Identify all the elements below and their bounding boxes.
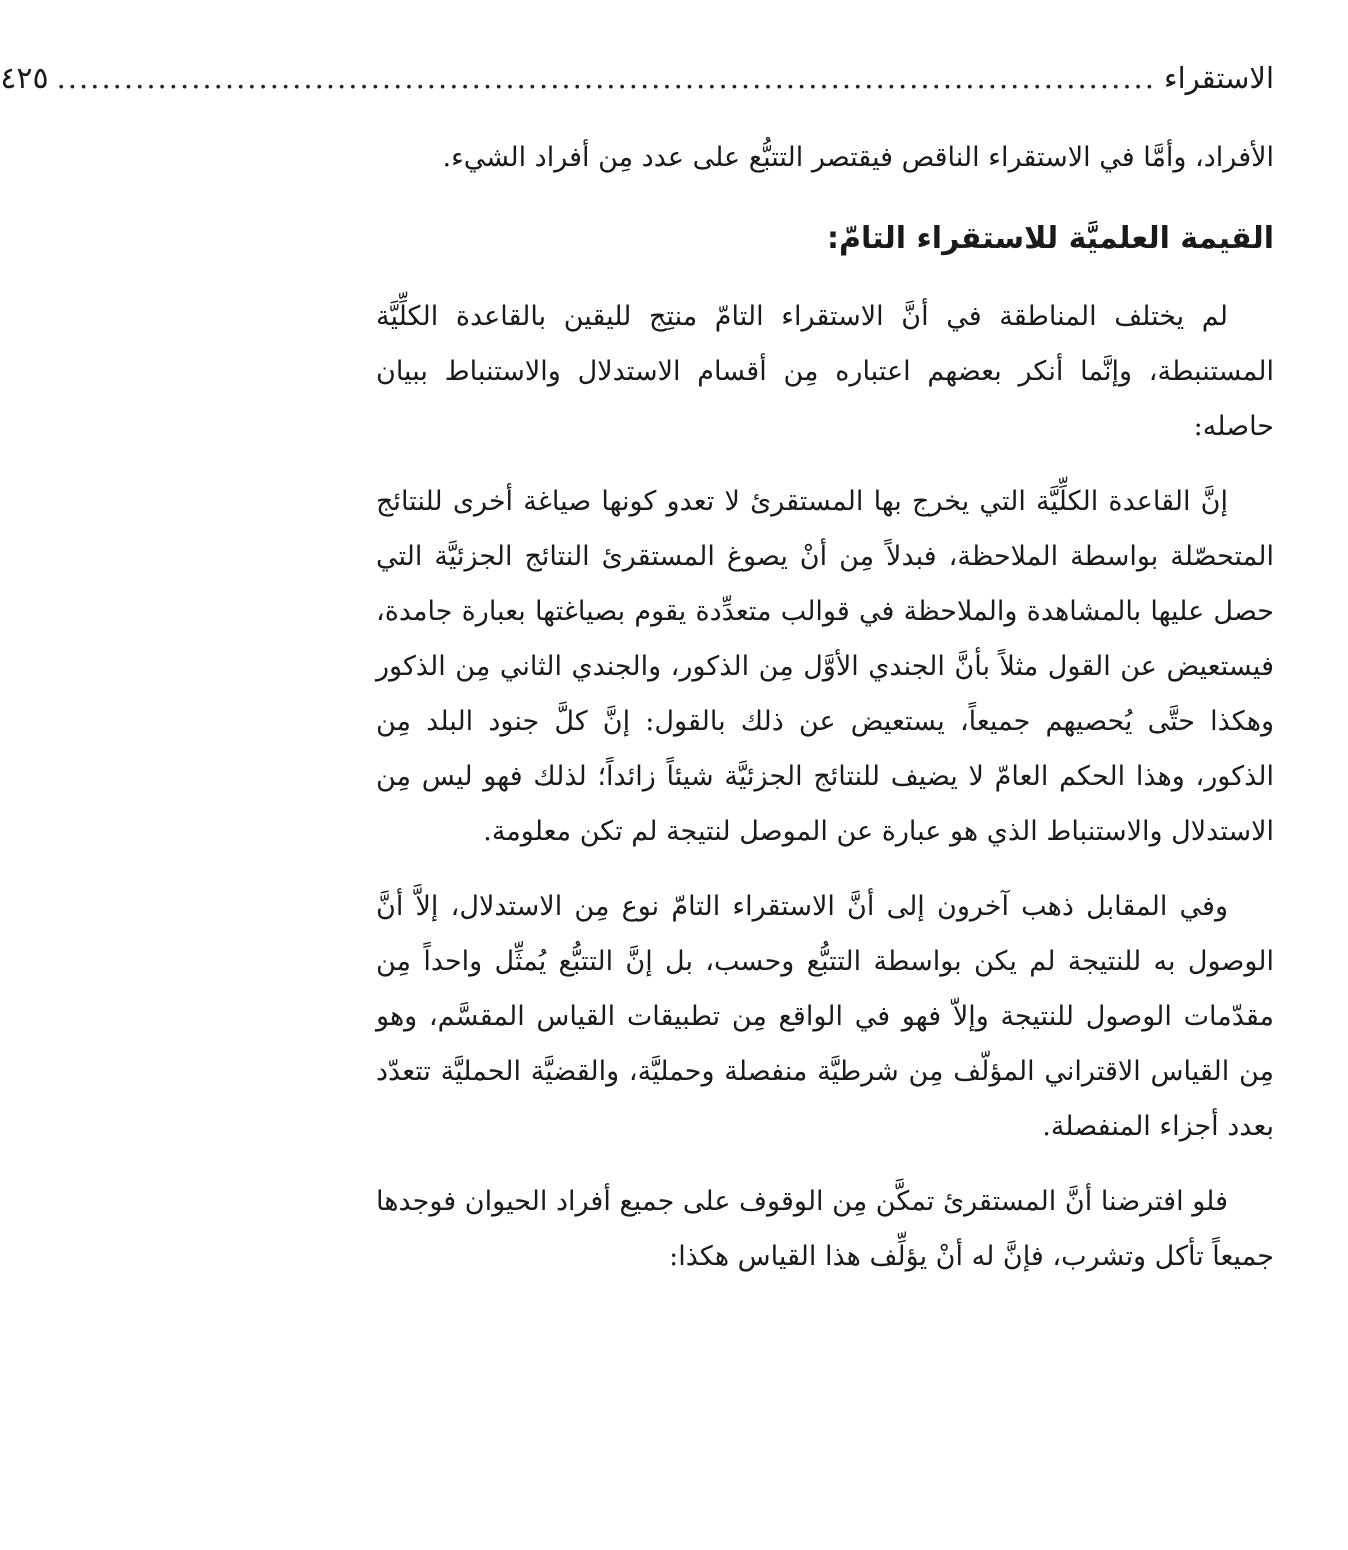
body-paragraph: إنَّ القاعدة الكلِّيَّة التي يخرج بها المستقرئ لا تعدو كونها صياغة أخرى للنتائج المتحصّلة بواسطة الملاحظة، فبدلاً مِن أنْ يصوغ المستقرئ النتائج الجزئيَّة التي حصل عليها بالمشاهدة والملاحظة في قوالب متعدِّدة يقوم بصياغتها بعبارة جامدة، فيستعيض عن القول مثلاً بأنَّ الجندي الأوَّل مِن الذكور، والجندي الثاني مِن الذكور وهكذا حتَّى يُحصيهم جميعاً، يستعيض عن ذلك بالقول: إنَّ كلَّ جنود البلد مِن الذكور، وهذا الحكم العامّ لا يضيف للنتائج الجزئيَّة شيئاً زائداً؛ لذلك فهو ليس مِن الاستدلال والاستنباط الذي هو عبارة عن الموصل لنتيجة لم تكن معلومة.	[376, 486, 1275, 847]
page-number: ٤٢٥	[0, 61, 49, 96]
header-dot-leader: ..................................................................................................	[56, 61, 1156, 95]
body-paragraph: لم يختلف المناطقة في أنَّ الاستقراء التامّ منتِج لليقين بالقاعدة الكلِّيَّة المستنبطة، وإنَّما أنكر بعضهم اعتباره مِن أقسام الاستدلال والاستنباط ببيان حاصله:	[376, 301, 1274, 442]
running-title: الاستقراء	[1163, 61, 1274, 95]
body-paragraph: فلو افترضنا أنَّ المستقرئ تمكَّن مِن الوقوف على جميع أفراد الحيوان فوجدها جميعاً تأكل وتشرب، فإنَّ له أنْ يؤلِّف هذا القياس هكذا:	[376, 1186, 1274, 1272]
section-heading: القيمة العلميَّة للاستقراء التامّ:	[826, 221, 1274, 256]
body-paragraph: وفي المقابل ذهب آخرون إلى أنَّ الاستقراء التامّ نوع مِن الاستدلال، إلاَّ أنَّ الوصول به للنتيجة لم يكن بواسطة التتبُّع وحسب، بل إنَّ التتبُّع يُمثِّل واحداً مِن مقدّمات الوصول للنتيجة وإلاّ فهو في الواقع مِن تطبيقات القياس المقسَّم، وهو مِن القياس الاقتراني المؤلّف مِن شرطيَّة منفصلة وحمليَّة، والقضيَّة الحمليَّة تتعدّد بعدد أجزاء المنفصلة.	[376, 891, 1275, 1142]
intro-paragraph: الأفراد، وأمَّا في الاستقراء الناقص فيقتصر التتبُّع على عدد مِن أفراد الشيء.	[442, 142, 1274, 173]
running-header	[0, 58, 1274, 102]
